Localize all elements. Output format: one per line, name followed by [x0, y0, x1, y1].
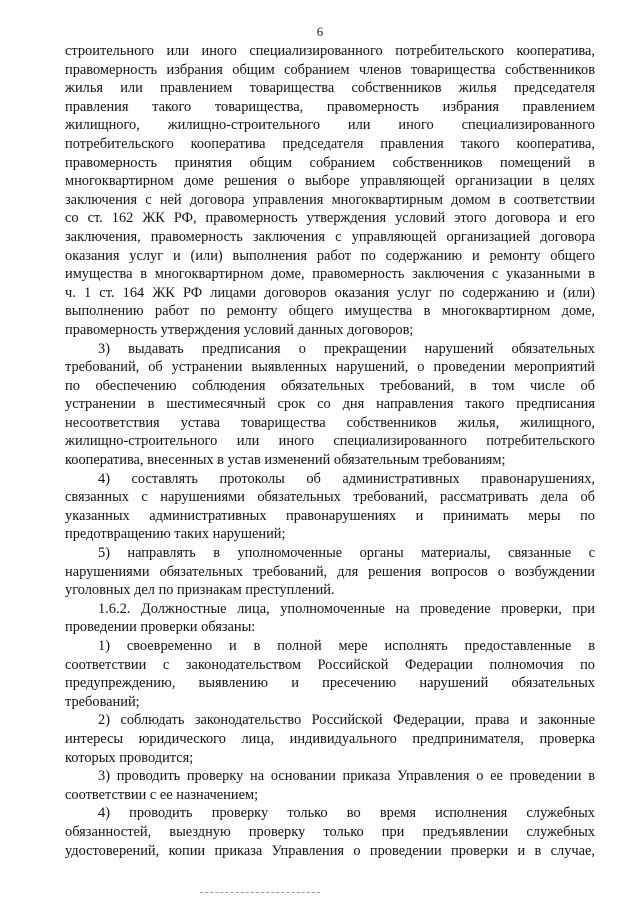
text-line: 4) составлять протоколы об административных правонарушениях, — [98, 470, 595, 487]
text-line: правомерность принятия общим собранием собственников помещений в — [65, 154, 595, 171]
text-line: обязанностей, выездную проверку только при предъявлении служебных — [65, 823, 595, 840]
text-line: правомерность утверждения условий данных договоров; — [65, 321, 414, 338]
text-line: несоответствия устава товарищества собственников жилья, жилищного, — [65, 414, 595, 431]
text-line: многоквартирном доме решения о выборе управляющей организации в целях — [65, 173, 595, 190]
text-line: удостоверений, копии приказа Управления о проведении проверки и в случае, — [65, 842, 595, 859]
text-line: жилищно-строительного или иного специализированного потребительского — [65, 433, 595, 450]
text-line: указанных административных правонарушениях и принимать меры по — [65, 507, 595, 524]
text-line: уголовных дел по признакам преступлений. — [65, 582, 335, 599]
text-line: 3) проводить проверку на основании приказа Управления о ее проведении в — [98, 768, 595, 785]
text-line: устранении в шестимесячный срок со дня направления такого предписания — [65, 396, 595, 413]
text-line: ч. 1 ст. 164 ЖК РФ лицами договоров оказания услуг по содержанию и (или) — [65, 284, 595, 301]
text-line: имущества в многоквартирном доме, правомерность заключения с указанными в — [65, 266, 595, 283]
page-number: 6 — [316, 24, 324, 39]
text-line: связанных с нарушениями обязательных требований, рассматривать дела об — [65, 489, 595, 506]
text-line: правления такого товарищества, правомерность избрания правлением — [65, 98, 595, 115]
text-line: по обеспечению соблюдения обязательных требований, в том числе об — [65, 377, 595, 394]
text-line: нарушениями обязательных требований, для решения вопросов о возбуждении — [65, 563, 595, 580]
text-line: строительного или иного специализированного потребительского кооператива, — [65, 43, 595, 59]
text-line: жилищного, жилищно-строительного или иного специализированного — [65, 117, 595, 134]
text-line: оказания услуг и (или) выполнения работ по содержанию и ремонту общего — [65, 247, 595, 264]
text-line: 1) своевременно и в полной мере исполнять предоставленные в — [98, 638, 595, 654]
footer-rule — [200, 892, 320, 893]
text-line: выполнению работ по ремонту общего имущества в многоквартирном доме, — [65, 303, 595, 320]
text-line: проведении проверки обязаны: — [65, 619, 256, 636]
text-line: жилья или правлением товарищества собственников жилья председателя — [65, 80, 595, 97]
text-line: требований, об устранении выявленных нарушений, о проведении мероприятий — [65, 359, 595, 376]
text-line: соответствии с законодательством Российской Федерации полномочия по — [65, 656, 595, 673]
text-line: со ст. 162 ЖК РФ, правомерность утверждения условий этого договора и его — [65, 210, 595, 227]
text-line: кооператива, внесенных в устав изменений обязательным требованиям; — [65, 452, 506, 469]
text-line: заключения, правомерность заключения с управляющей организацией договора — [65, 228, 595, 245]
text-line: интересы юридического лица, индивидуального предпринимателя, проверка — [65, 730, 595, 747]
text-line: предотвращению таких нарушений; — [65, 526, 286, 543]
text-line: 1.6.2. Должностные лица, уполномоченные на проведение проверки, при — [98, 600, 595, 617]
text-line: потребительского кооператива председателя правления такого кооператива, — [65, 135, 595, 152]
text-line: правомерность избрания общим собранием членов товарищества собственников — [65, 61, 595, 78]
text-line: соответствии с ее назначением; — [65, 786, 259, 803]
text-line: 3) выдавать предписания о прекращении нарушений обязательных — [98, 340, 595, 357]
text-line: предупреждению, выявлению и пресечению нарушений обязательных — [65, 675, 595, 692]
text-line: требований; — [65, 693, 140, 710]
text-line: 5) направлять в уполномоченные органы материалы, связанные с — [98, 545, 595, 562]
body-text — [65, 42, 595, 860]
text-line: которых проводится; — [65, 749, 194, 766]
text-line: заключения с ней договора управления многоквартирным домом в соответствии — [65, 191, 595, 208]
text-line: 4) проводить проверку только во время исполнения служебных — [98, 805, 595, 822]
text-line: 2) соблюдать законодательство Российской Федерации, права и законные — [98, 712, 595, 729]
